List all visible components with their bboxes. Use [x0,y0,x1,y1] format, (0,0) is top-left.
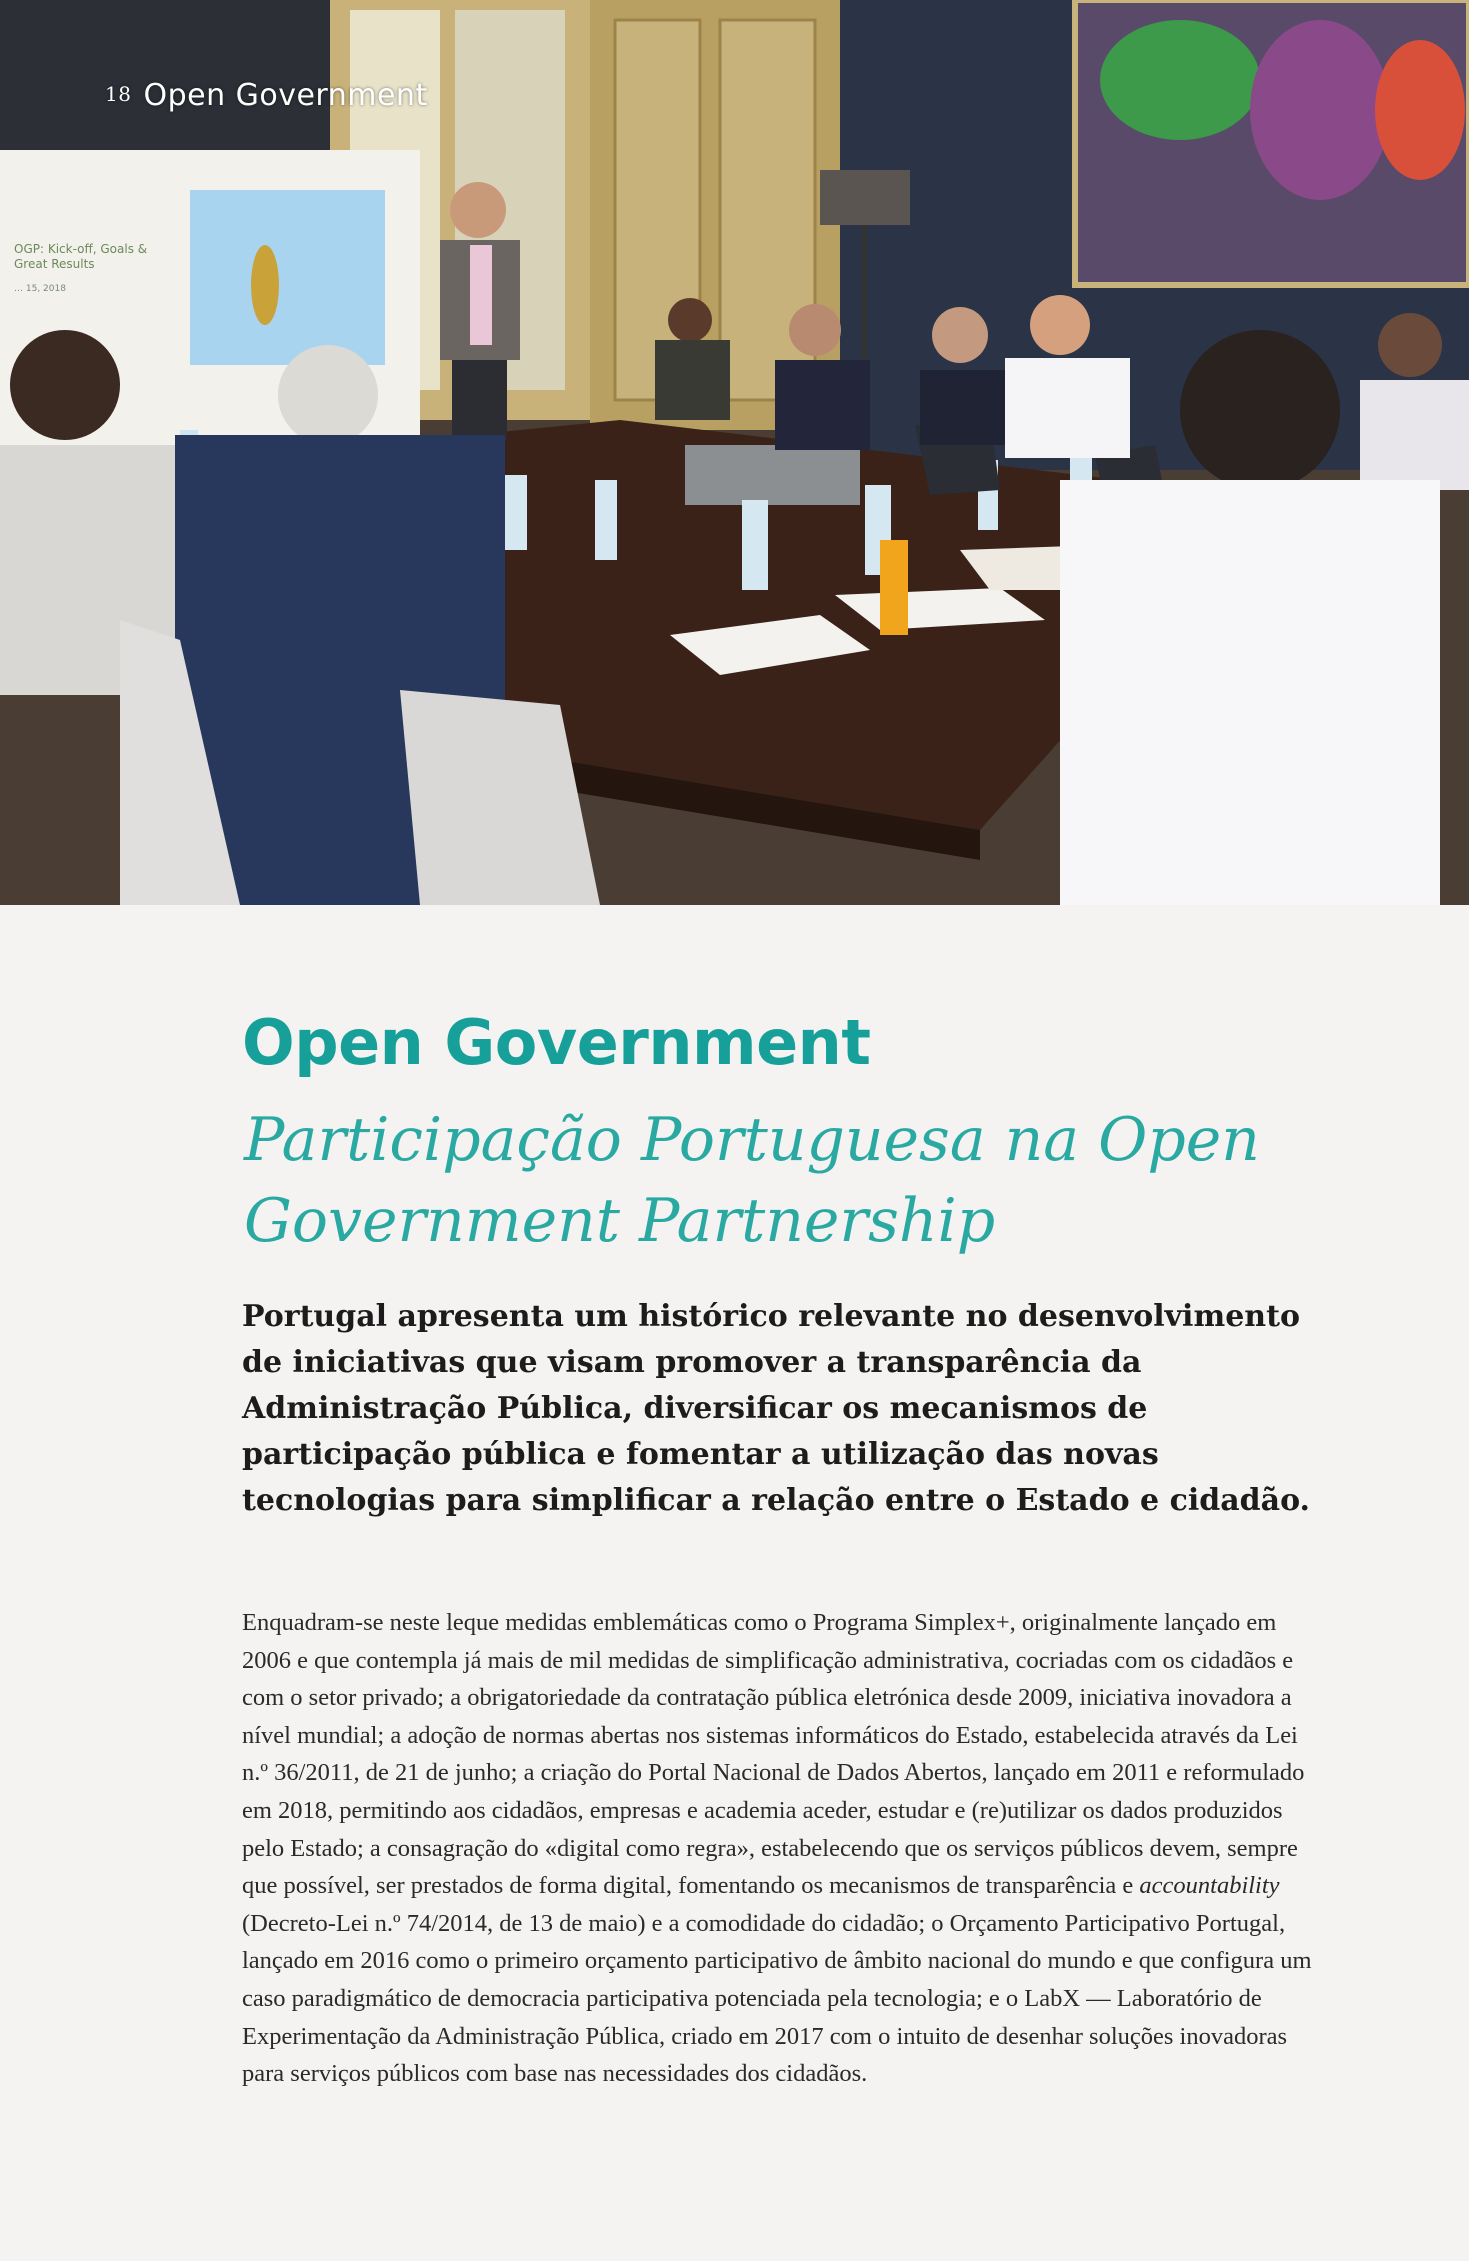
article-lead: Portugal apresenta um histórico relevante no desenvolvimento de iniciativas que visam promover a transparência da Administração Pública, diversificar os mecanismos de participação pública e fomentar a utilização das novas tecnologias para simplificar a relação entre o Estado e cidadão. [242,1299,1311,1518]
article-body [242,1604,1322,2093]
meeting-photo-illustration [0,0,1469,905]
slide-date: … 15, 2018 [14,284,66,294]
body-text-part-2: (Decreto-Lei n.º 74/2014, de 13 de maio) e a comodidade do cidadão; o Orçamento Participativo Portugal, lançado em 2016 como o primeiro orçamento participativo de âmbito nacional do mundo e que configura um caso paradigmático de democracia participativa potenciada pela tecnologia; e o LabX — Laboratório de Experimentação da Administração Pública, criado em 2017 com o intuito de desenhar soluções inovadoras para serviços públicos com base nas necessidades dos cidadãos. [242,1909,1312,2088]
slide-title: OGP: Kick-off, Goals & Great Results [14,242,148,271]
meeting-photo [0,0,1469,905]
article-subtitle: Participação Portuguesa na Open Government Partnership [244,1105,1260,1256]
body-text-part-1: Enquadram-se neste leque medidas emblemáticas como o Programa Simplex+, originalmente lançado em 2006 e que contempla já mais de mil medidas de simplificação administrativa, cocriadas com os cidadãos e com o setor privado; a obrigatoriedade da contratação pública eletrónica desde 2009, iniciativa inovadora a nível mundial; a adoção de normas abertas nos sistemas informáticos do Estado, estabelecida através da Lei n.º 36/2011, de 21 de junho; a criação do Portal Nacional de Dados Abertos, lançado em 2011 e reformulado em 2018, permitindo aos cidadãos, empresas e academia aceder, estudar e (re)utilizar os dados produzidos pelo Estado; a consagração do «digital como regra», estabelecendo que os serviços públicos devem, sempre que possível, ser prestados de forma digital, fomentando os mecanismos de transparência e [242,1609,1305,1900]
page-number: 18 [105,82,132,106]
presentation-slide-text [14,242,174,297]
running-head [105,78,428,113]
article-title: Open Government [242,1006,871,1079]
body-italic-term: accountability [1139,1872,1280,1900]
section-name: Open Government [143,78,428,113]
